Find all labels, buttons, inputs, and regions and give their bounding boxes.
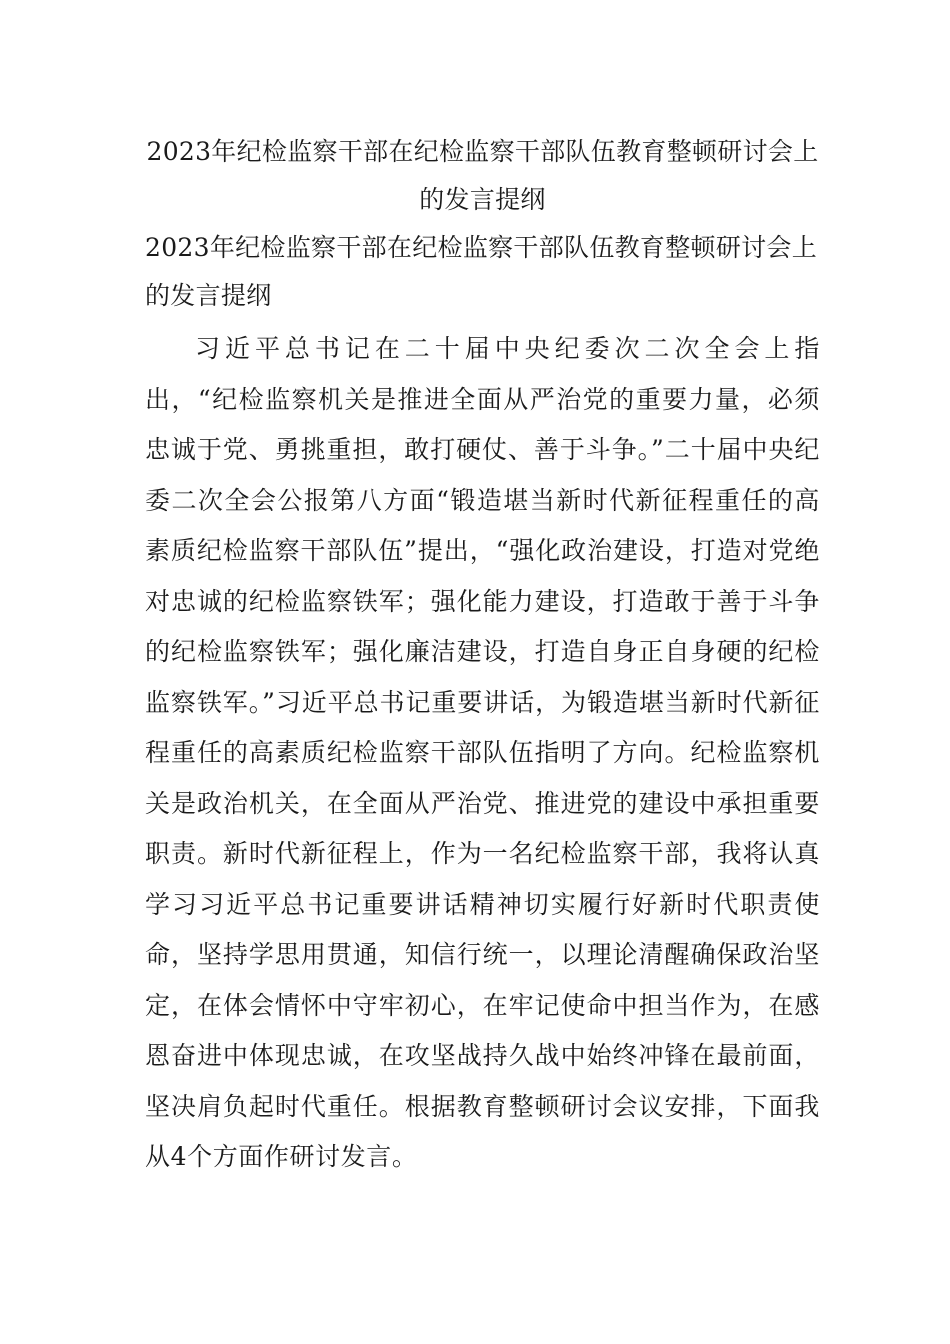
body-paragraph: 习近平总书记在二十届中央纪委次二次全会上指出，“纪检监察机关是推进全面从严治党的重要力量，必须忠诚于党、勇挑重担，敢打硬仗、善于斗争。”二十届中央纪委二次全会公报第八方面“锻造堪当新时代新征程重任的高素质纪检监察干部队伍”提出，“强化政治建设，打造对党绝对忠诚的纪检监察铁军；强化能力建设，打造敢于善于斗争的纪检监察铁军；强化廉洁建设，打造自身正自身硬的纪检监察铁军。”习近平总书记重要讲话，为锻造堪当新时代新征程重任的高素质纪检监察干部队伍指明了方向。纪检监察机关是政治机关，在全面从严治党、推进党的建设中承担重要职责。新时代新征程上，作为一名纪检监察干部，我将认真学习习近平总书记重要讲话精神切实履行好新时代职责使命，坚持学思用贯通，知信行统一，以理论清醒确保政治坚定，在体会情怀中守牢初心，在牢记使命中担当作为，在感恩奋进中体现忠诚，在攻坚战持久战中始终冲锋在最前面，坚决肩负起时代重任。根据教育整顿研讨会议安排，下面我从4个方面作研讨发言。 (145, 334, 820, 1171)
document-content (145, 128, 820, 1183)
document-subtitle: 2023年纪检监察干部在纪检监察干部队伍教育整顿研讨会上的发言提纲 (145, 233, 818, 310)
document-title: 2023年纪检监察干部在纪检监察干部队伍教育整顿研讨会上的发言提纲 (146, 137, 819, 214)
